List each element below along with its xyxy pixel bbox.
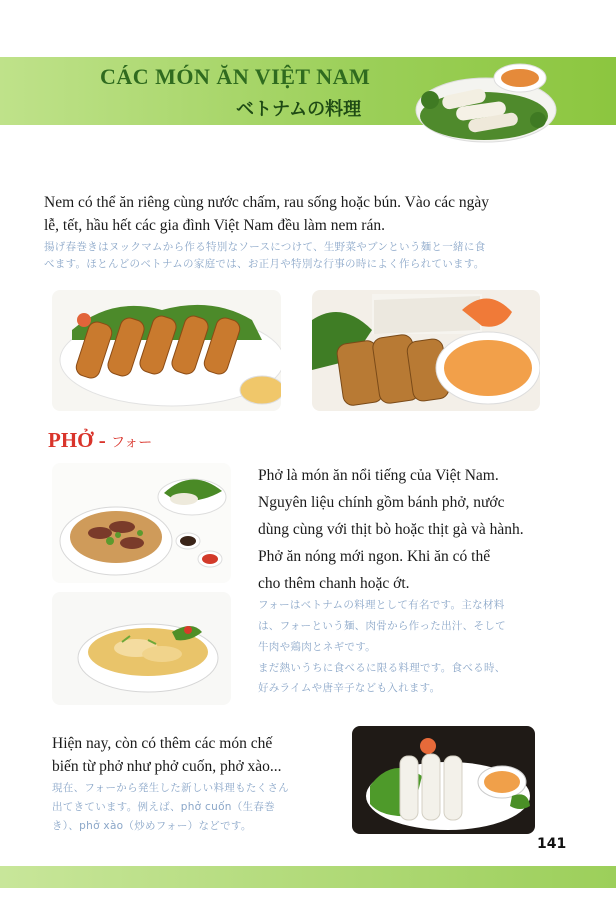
variants-japanese-line: 現在、フォーから発生した新しい料理もたくさん [52,782,290,794]
variants-japanese-line: き）、phở xào（炒めフォー）などです。 [52,820,252,832]
pho-title-japanese: フォー [111,435,153,451]
variants-japanese-line: 出てきています。例えば、phở cuốn（生春巻 [52,801,275,813]
pho-text-line: Phở là món ăn nổi tiếng của Việt Nam. [258,467,499,484]
pho-text-line: Phở ăn nóng mới ngon. Khi ăn có thể [258,548,491,565]
intro-text-line: lễ, tết, hầu hết các gia đình Việt Nam đều làm nem rán. [44,217,385,234]
pho-japanese-line: は、フォーという麺、肉骨から作った出汁、そして [258,620,506,632]
chicken-pho-photo [52,592,231,705]
pho-japanese-line: フォーはベトナムの料理として有名です。主な材料 [258,599,505,611]
spring-rolls-with-dipping-sauce-photo [312,290,540,411]
page-number: 141 [537,836,567,852]
pho-text-line: cho thêm chanh hoặc ớt. [258,575,410,592]
intro-japanese-line: 揚げ春巻きはヌックマムから作る特別なソースにつけて、生野菜やブンという麺と一緒に食 [44,241,486,253]
variants-text-line: Hiện nay, còn có thêm các món chế [52,735,273,752]
pho-japanese-line: まだ熱いうちに食べるに限る料理です。食べる時、 [258,662,506,674]
intro-japanese-line: べます。ほとんどのベトナムの家庭では、お正月や特別な行事の時によく作られています。 [44,258,485,270]
page-title-japanese: ベトナムの料理 [236,99,362,120]
page-title: CÁC MÓN ĂN VIỆT NAM [100,64,371,89]
pho-title-vietnamese: PHỞ - [48,428,111,452]
pho-cuon-photo [352,726,535,834]
beef-pho-photo [52,463,231,583]
pho-text-line: Nguyên liệu chính gồm bánh phở, nước [258,494,505,511]
pho-text-line: dùng cùng với thịt bò hoặc thịt gà và hành. [258,521,524,538]
variants-text-line: biến từ phở như phở cuốn, phở xào... [52,758,282,775]
header-spring-rolls-photo [408,58,558,146]
pho-section-title [48,428,152,453]
footer-band [0,866,616,888]
pho-japanese-line: 好みライムや唐辛子なども入れます。 [258,682,441,694]
intro-text-line: Nem có thể ăn riêng cùng nước chấm, rau sống hoặc bún. Vào các ngày [44,194,489,211]
pho-japanese-line: 牛肉や鶏肉とネギです。 [258,641,376,653]
fried-spring-rolls-photo [52,290,281,411]
